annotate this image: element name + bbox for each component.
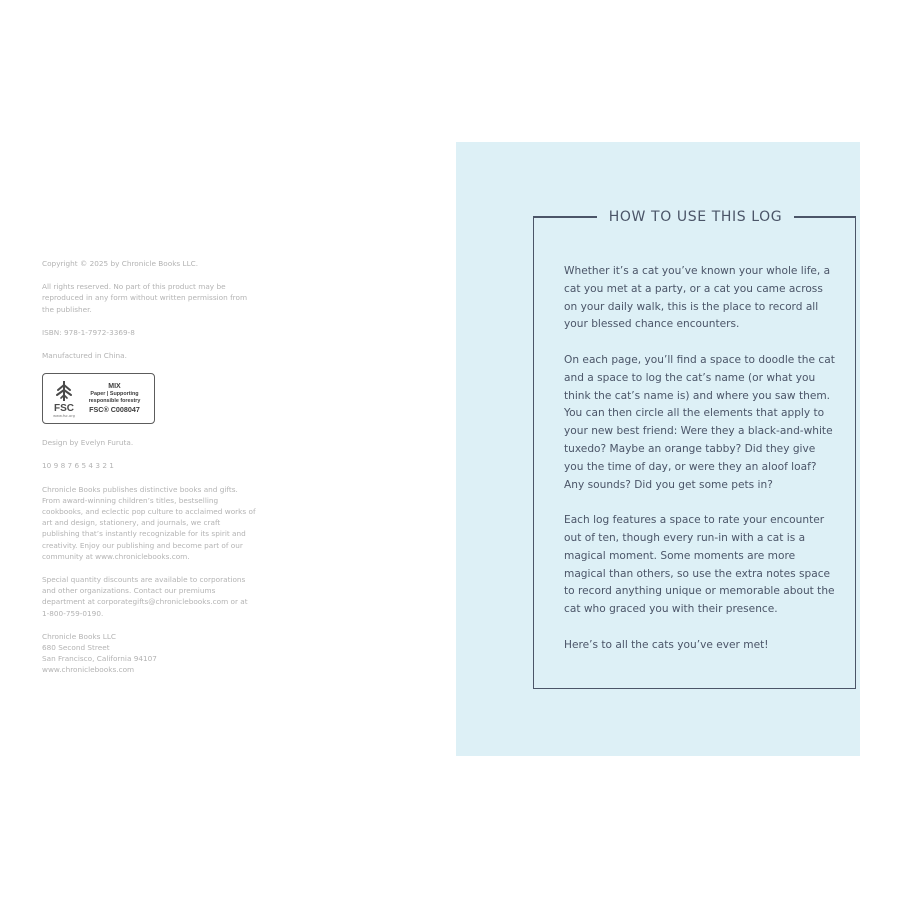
fsc-tree-icon	[52, 379, 76, 403]
log-title: HOW TO USE THIS LOG	[608, 209, 783, 225]
design-credit: Design by Evelyn Furuta.	[42, 438, 134, 448]
isbn: ISBN: 978-1-7972-3369-8	[42, 327, 135, 337]
copyright-page	[42, 258, 257, 688]
log-paragraph: Each log features a space to rate your encounter out of ten, though every run-in with a cat is a magical moment. Some moments are more magical than others, so use the extra notes space to record anything unique or memorable about the cat who graced you with their presence.	[564, 514, 835, 616]
log-paragraph: Here’s to all the cats you’ve ever met!	[564, 638, 769, 651]
address-line: www.chroniclebooks.com	[42, 665, 135, 675]
printing-line: 10 9 8 7 6 5 4 3 2 1	[42, 461, 114, 471]
log-instructions	[564, 263, 836, 672]
how-to-use-page	[456, 142, 860, 756]
fsc-logo	[48, 379, 80, 419]
rights-notice: All rights reserved. No part of this product may be reproduced in any form without written permission from the publisher.	[42, 282, 248, 314]
fsc-code: FSC® C008047	[89, 405, 140, 415]
address-line: 680 Second Street	[42, 643, 110, 653]
fsc-description: Paper | Supporting responsible forestry	[88, 391, 141, 404]
fsc-certification-badge	[42, 373, 155, 424]
log-paragraph: Whether it’s a cat you’ve known your whole life, a cat you met at a party, or a cat you came across on your daily walk, this is the place to record all your blessed chance encounters.	[564, 265, 831, 331]
address-line: San Francisco, California 94107	[42, 654, 157, 664]
publisher-about: Chronicle Books publishes distinctive books and gifts. From award-winning children’s titles, bestselling cookbooks, and eclectic pop culture to acclaimed works of art and design, stationery, and journals, we craft publishing that’s instantly recognizable for its spirit and creativity. Enjoy our publishing and become part of our community at www.chroniclebooks.com.	[42, 484, 256, 561]
fsc-label	[80, 382, 149, 415]
log-paragraph: On each page, you’ll find a space to doodle the cat and a space to log the cat’s name (or what you think the cat’s name is) and where you saw them. You can then circle all the elements that apply to your new best friend: Were they a black-and-white tuxedo? Maybe an orange tabby? Did they give you the time of day, or were they an aloof loaf? Any sounds? Did you get some pets in?	[564, 353, 835, 491]
fsc-url: www.fsc.org	[53, 413, 75, 418]
special-sales-notice: Special quantity discounts are available to corporations and other organizations. Contact our premiums department at corporategifts@chroniclebooks.com or at 1-800-759-0190.	[42, 575, 248, 618]
address-line: Chronicle Books LLC	[42, 631, 117, 641]
copyright-notice: Copyright © 2025 by Chronicle Books LLC.	[42, 259, 199, 268]
publisher-address	[42, 631, 257, 676]
fsc-mix-label: MIX	[108, 383, 121, 391]
manufactured-notice: Manufactured in China.	[42, 351, 127, 361]
fsc-logo-text: FSC	[54, 402, 74, 414]
